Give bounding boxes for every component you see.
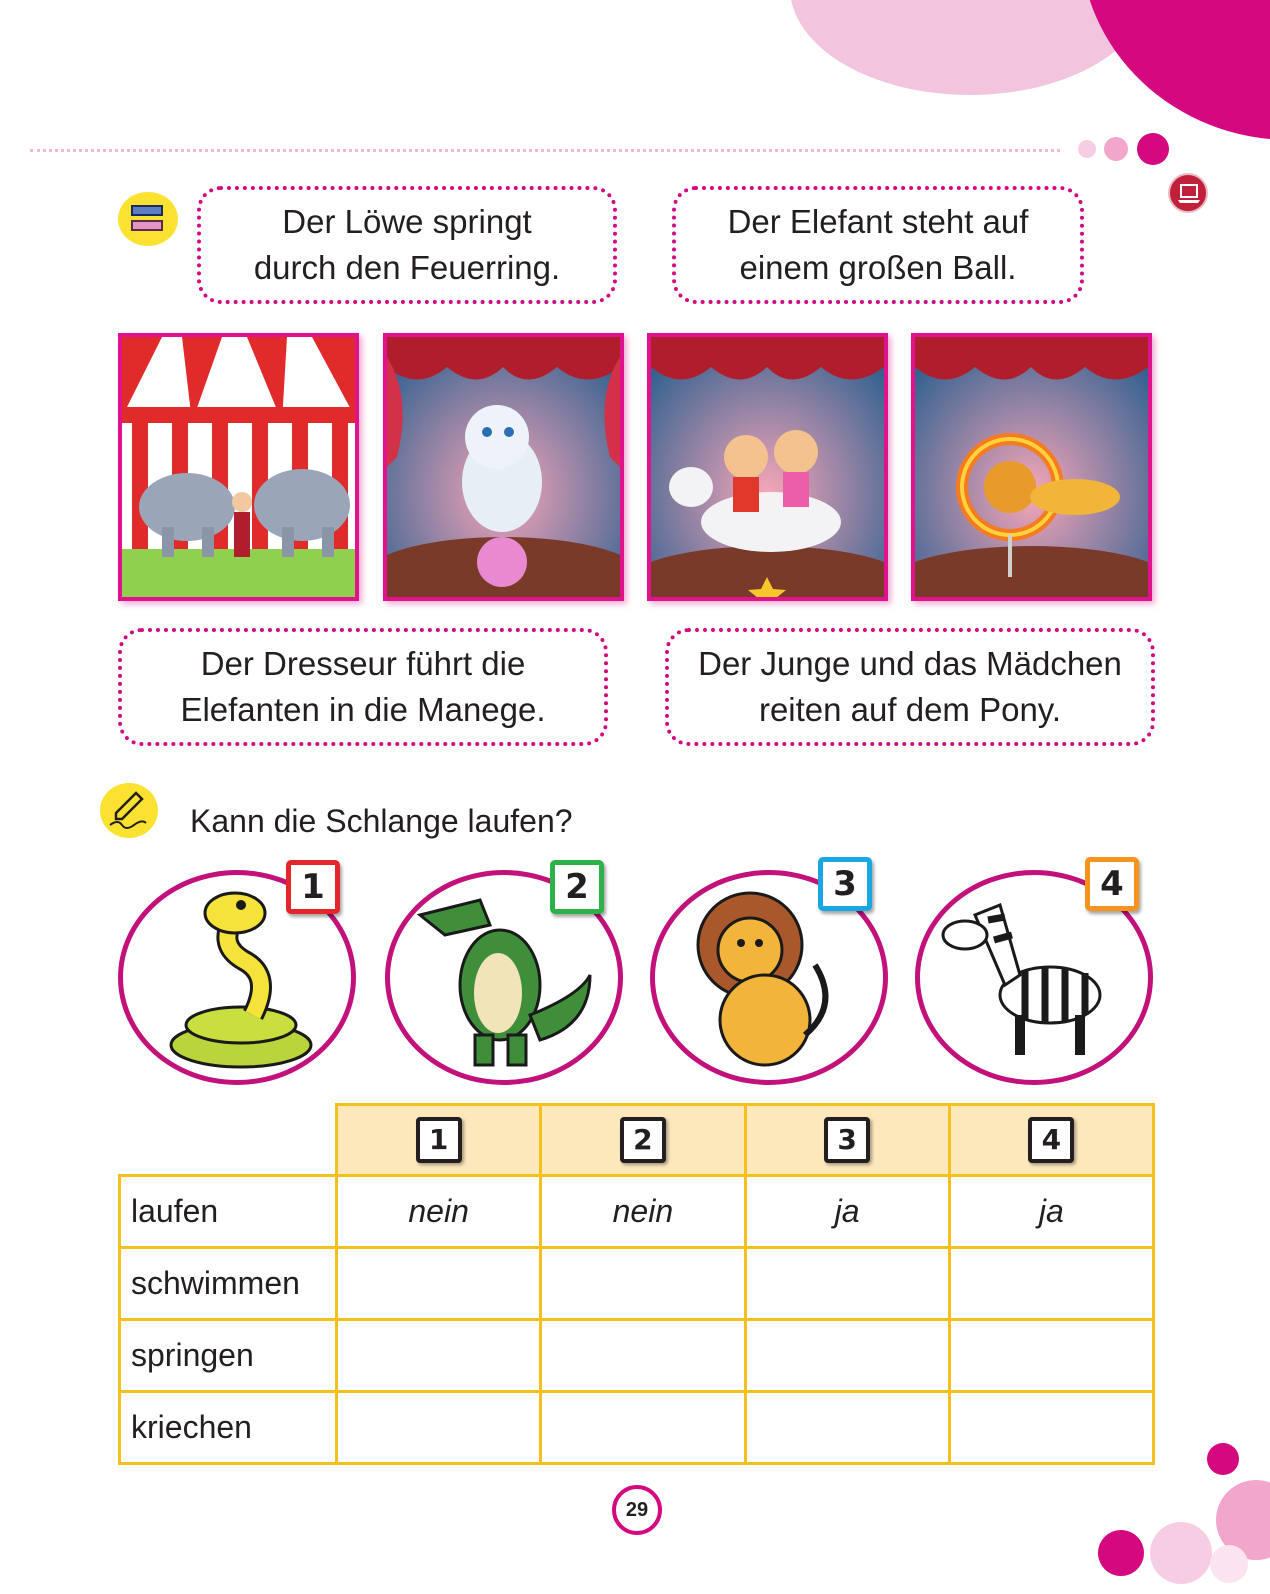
answer-cell[interactable] [337, 1320, 541, 1392]
circus-elephants-trainer-image[interactable] [118, 333, 359, 601]
lion-fire-ring-image[interactable] [911, 333, 1152, 601]
table-row [120, 1176, 1154, 1248]
page-number: 29 [612, 1485, 662, 1535]
row-label: springen [120, 1320, 337, 1392]
answer-cell[interactable] [949, 1392, 1153, 1464]
answer-cell[interactable] [745, 1320, 949, 1392]
number-tag-2: 2 [550, 860, 604, 914]
answer-cell[interactable] [745, 1392, 949, 1464]
row-label: schwimmen [120, 1248, 337, 1320]
answer-cell[interactable] [541, 1320, 745, 1392]
table-row [120, 1392, 1154, 1464]
column-header-1: 1 [337, 1105, 541, 1176]
writing-task-icon [100, 783, 158, 838]
match-task-icon [118, 192, 178, 246]
table-header-row [120, 1105, 1154, 1176]
sentence-text: Der Junge und das Mädchen reiten auf dem Pony. [698, 645, 1122, 728]
sentence-text: Der Löwe springt durch den Feuerring. [253, 203, 561, 286]
table-row [120, 1320, 1154, 1392]
answer-cell[interactable] [745, 1248, 949, 1320]
row-label: kriechen [120, 1392, 337, 1464]
footer-decoration [1098, 1530, 1144, 1576]
footer-decoration [1210, 1545, 1248, 1583]
divider-dot [1137, 133, 1169, 165]
column-header-4: 4 [949, 1105, 1153, 1176]
answer-cell[interactable]: ja [745, 1176, 949, 1248]
answer-cell[interactable] [949, 1248, 1153, 1320]
sentence-box-4[interactable] [665, 628, 1155, 746]
divider-dot [1104, 137, 1128, 161]
question-text: Kann die Schlange laufen? [190, 803, 573, 839]
answer-cell[interactable]: nein [337, 1176, 541, 1248]
ability-table [118, 1103, 1155, 1465]
answer-cell[interactable] [541, 1392, 745, 1464]
number-tag-1: 1 [286, 860, 340, 914]
number-tag-4: 4 [1085, 857, 1139, 911]
answer-cell[interactable] [337, 1392, 541, 1464]
answer-cell[interactable] [949, 1320, 1153, 1392]
sentence-text: Der Dresseur führt die Elefanten in die Manege. [180, 645, 546, 728]
row-label: laufen [120, 1176, 337, 1248]
column-header-3: 3 [745, 1105, 949, 1176]
sentence-text: Der Elefant steht auf einem großen Ball. [727, 203, 1029, 286]
column-header-2: 2 [541, 1105, 745, 1176]
sentence-box-1[interactable] [197, 186, 617, 304]
laptop-icon[interactable] [1168, 173, 1208, 213]
footer-decoration [1150, 1522, 1212, 1584]
elephant-on-ball-image[interactable] [383, 333, 624, 601]
answer-cell[interactable]: nein [541, 1176, 745, 1248]
header-decoration-dark [1080, 0, 1270, 140]
answer-cell[interactable]: ja [949, 1176, 1153, 1248]
number-tag-3: 3 [818, 857, 872, 911]
table-row [120, 1248, 1154, 1320]
children-on-pony-image[interactable] [647, 333, 888, 601]
answer-cell[interactable] [337, 1248, 541, 1320]
sentence-box-2[interactable] [672, 186, 1084, 304]
sentence-box-3[interactable] [118, 628, 608, 746]
answer-cell[interactable] [541, 1248, 745, 1320]
divider-dot [1078, 140, 1096, 158]
footer-decoration [1207, 1443, 1239, 1475]
dotted-divider [30, 149, 1060, 152]
